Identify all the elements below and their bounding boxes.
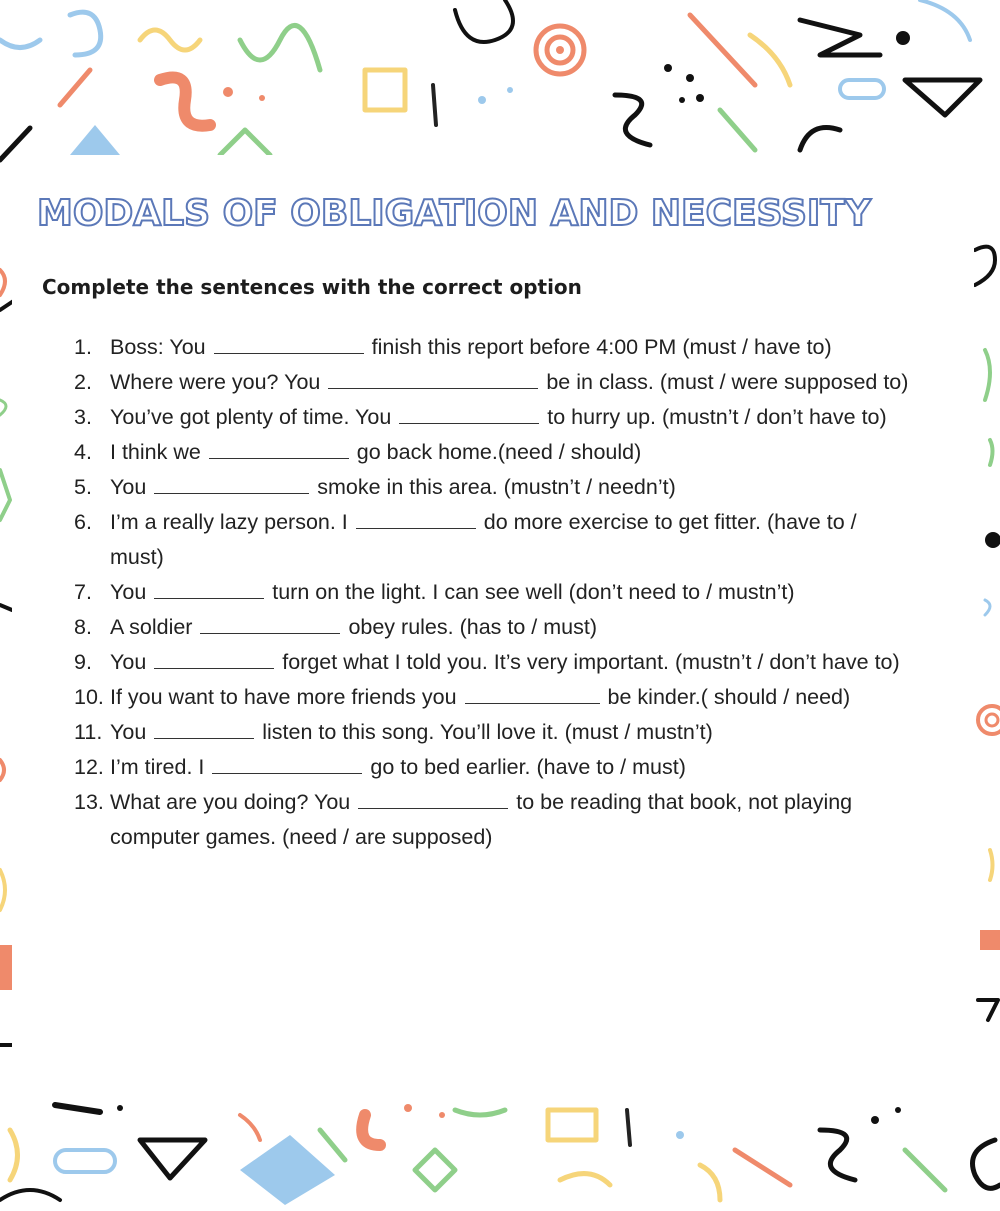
answer-blank[interactable] xyxy=(154,475,309,494)
sentence-start: You’ve got plenty of time. You xyxy=(110,405,392,429)
sentence-start: Where were you? You xyxy=(110,370,321,394)
exercise-item xyxy=(12,680,974,715)
item-number: 3. xyxy=(74,405,92,429)
exercise-item xyxy=(12,365,974,400)
sentence-end: smoke in this area. (mustn’t / needn’t) xyxy=(317,475,676,499)
dark-loop xyxy=(455,0,513,42)
blue-curve xyxy=(0,40,40,48)
yellow-squiggle xyxy=(140,30,200,50)
yellow-curl xyxy=(750,35,790,85)
item-number: 11. xyxy=(74,720,103,744)
worksheet xyxy=(12,155,974,1100)
sentence-end: turn on the light. I can see well (don’t need to / mustn’t) xyxy=(272,580,795,604)
sentence-start: A soldier xyxy=(110,615,193,639)
sentence-start: You xyxy=(110,580,147,604)
sentence-start: You xyxy=(110,650,147,674)
orange-slash xyxy=(60,70,90,105)
sentence-start: If you want to have more friends you xyxy=(110,685,457,709)
item-number: 5. xyxy=(74,475,92,499)
blue-curve xyxy=(70,12,101,55)
blue-triangle xyxy=(70,125,120,155)
worksheet-title: MODALS OF OBLIGATION AND NECESSITY xyxy=(37,193,871,234)
blue-dot xyxy=(507,87,513,93)
answer-blank[interactable] xyxy=(465,685,600,704)
green-caret xyxy=(220,130,270,155)
sentence-start: You xyxy=(110,720,147,744)
dark-squiggle xyxy=(615,95,650,145)
exercise-item xyxy=(12,750,974,785)
dark-triangle xyxy=(905,80,980,115)
answer-blank[interactable] xyxy=(154,650,274,669)
sentence-end: listen to this song. You’ll love it. (must / mustn’t) xyxy=(262,720,713,744)
orange-dot xyxy=(259,95,265,101)
orange-slash xyxy=(690,15,755,85)
sentence-start: You xyxy=(110,475,147,499)
answer-blank[interactable] xyxy=(328,370,538,389)
item-number: 8. xyxy=(74,615,92,639)
answer-blank[interactable] xyxy=(209,440,349,459)
sentence-end: go to bed earlier. (have to / must) xyxy=(370,755,686,779)
orange-spiral xyxy=(556,46,564,54)
sentence-end: do more exercise to get fitter. (have to / must) xyxy=(110,510,857,569)
item-number: 2. xyxy=(74,370,92,394)
answer-blank[interactable] xyxy=(214,335,364,354)
answer-blank[interactable] xyxy=(212,755,362,774)
exercise-list xyxy=(12,330,974,855)
green-squiggle xyxy=(240,25,320,70)
exercise-item xyxy=(12,575,974,610)
sentence-start: Boss: You xyxy=(110,335,206,359)
exercise-item xyxy=(12,505,974,575)
sentence-end: be kinder.( should / need) xyxy=(607,685,851,709)
exercise-item xyxy=(12,610,974,645)
green-slash xyxy=(720,110,755,150)
answer-blank[interactable] xyxy=(154,580,264,599)
orange-dot xyxy=(223,87,233,97)
item-number: 13. xyxy=(74,790,104,814)
exercise-item xyxy=(12,645,974,680)
sentence-end: to be reading that book, not playing computer games. (need / are supposed) xyxy=(110,790,853,849)
exercise-item xyxy=(12,785,974,855)
sentence-start: I think we xyxy=(110,440,201,464)
answer-blank[interactable] xyxy=(200,615,340,634)
exercise-item xyxy=(12,330,974,365)
item-number: 1. xyxy=(74,335,92,359)
sentence-end: to hurry up. (mustn’t / don’t have to) xyxy=(547,405,887,429)
answer-blank[interactable] xyxy=(399,405,539,424)
sentence-end: obey rules. (has to / must) xyxy=(348,615,597,639)
dark-zigzag xyxy=(800,20,880,55)
exercise-item xyxy=(12,470,974,505)
sentence-end: be in class. (must / were supposed to) xyxy=(546,370,909,394)
exercise-item xyxy=(12,400,974,435)
exercise-item xyxy=(12,435,974,470)
item-number: 12. xyxy=(74,755,104,779)
sentence-end: go back home.(need / should) xyxy=(356,440,642,464)
instruction-text: Complete the sentences with the correct option xyxy=(42,275,582,299)
sentence-start: I’m tired. I xyxy=(110,755,205,779)
sentence-start: I’m a really lazy person. I xyxy=(110,510,348,534)
dark-triangle xyxy=(140,1140,205,1178)
sentence-end: finish this report before 4:00 PM (must / have to) xyxy=(371,335,832,359)
blue-curve xyxy=(920,0,970,40)
item-number: 6. xyxy=(74,510,92,534)
item-number: 9. xyxy=(74,650,92,674)
orange-curve xyxy=(160,78,210,126)
dark-line xyxy=(433,85,436,125)
item-number: 7. xyxy=(74,580,92,604)
sentence-end: forget what I told you. It’s very important. (mustn’t / don’t have to) xyxy=(282,650,900,674)
answer-blank[interactable] xyxy=(356,510,476,529)
yellow-square xyxy=(365,70,405,110)
dark-arc xyxy=(800,128,840,151)
item-number: 10. xyxy=(74,685,104,709)
answer-blank[interactable] xyxy=(358,790,508,809)
answer-blank[interactable] xyxy=(154,720,254,739)
blue-dot xyxy=(478,96,486,104)
blue-pill xyxy=(840,80,884,98)
exercise-item xyxy=(12,715,974,750)
item-number: 4. xyxy=(74,440,92,464)
sentence-start: What are you doing? You xyxy=(110,790,351,814)
